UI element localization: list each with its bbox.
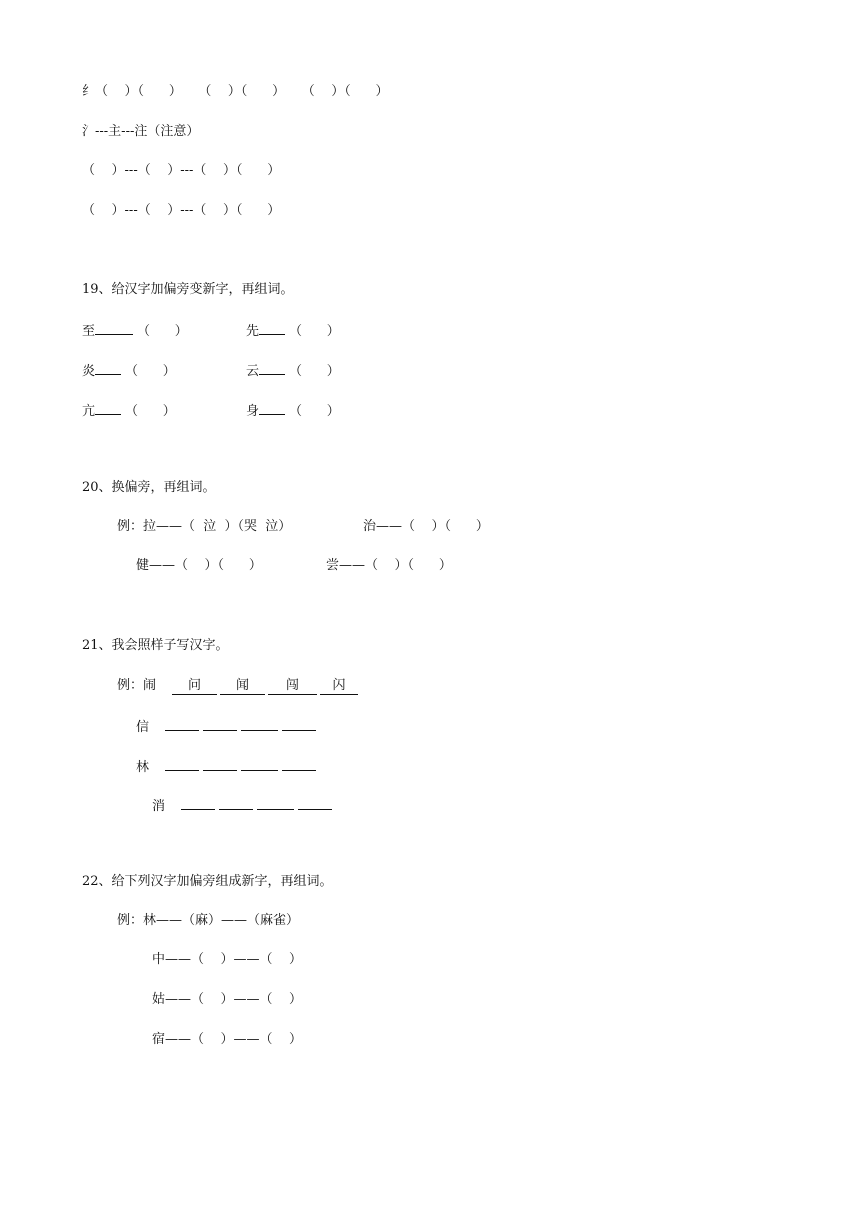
q22-example: 例：林——（麻）——（麻雀） [117,913,300,928]
q20-example: 例：拉——（ 泣 ）（哭 泣） [117,519,292,534]
q21-row-xiao [152,796,336,815]
q19-char: 云 [246,364,260,379]
answer-blank[interactable] [181,796,215,810]
question-19-title: 19、给汉字加偏旁变新字，再组词。 [82,282,294,297]
q19-row-3-right [246,401,340,420]
answer-blank[interactable] [282,717,316,731]
q19-char: 至 [82,324,96,339]
q21-row-xin [136,717,320,736]
q19-char: 炎 [82,364,96,379]
q22-row-zhong: 中——（ ）——（ ） [152,952,303,967]
radical-si-line: 纟（ ）（ ） （ ）（ ） （ ）（ ） [82,84,389,99]
answer-blank[interactable] [95,401,121,415]
question-20-title: 20、换偏旁，再组词。 [82,480,216,495]
q19-row-1-right [246,321,340,340]
q19-char: 先 [246,324,260,339]
answer-blank[interactable] [165,757,199,771]
q19-char: 身 [246,404,260,419]
q19-paren: （ ） [125,364,176,379]
answer-blank[interactable] [95,361,121,375]
question-22-title: 22、给下列汉字加偏旁组成新字，再组词。 [82,874,333,889]
q19-paren: （ ） [289,404,340,419]
answer-blank[interactable] [219,796,253,810]
q21-example-word: 闻 [220,678,265,695]
q22-row-gu: 姑——（ ）——（ ） [152,992,303,1007]
q19-row-3-left [82,401,176,420]
q21-example-word: 闯 [268,678,317,695]
q21-example-label: 例：闹 [117,678,157,693]
answer-blank[interactable] [203,757,237,771]
q21-example [117,678,361,695]
q19-paren: （ ） [289,324,340,339]
q21-example-word: 闪 [320,678,358,695]
fill-line-2: （ ）---（ ）---（ ）（ ） [82,203,281,218]
answer-blank[interactable] [241,757,278,771]
q19-paren: （ ） [125,404,176,419]
q20-item-zhi: 治——（ ）（ ） [363,519,489,534]
fill-line-1: （ ）---（ ）---（ ）（ ） [82,163,281,178]
q21-char: 信 [136,720,150,735]
answer-blank[interactable] [282,757,316,771]
q20-item-chang: 尝——（ ）（ ） [326,558,452,573]
answer-blank[interactable] [241,717,278,731]
q19-char: 亢 [82,404,96,419]
q21-row-lin [136,757,320,776]
radical-shui-example: 氵---主---注（注意） [82,124,200,139]
answer-blank[interactable] [257,796,294,810]
q21-char: 消 [152,799,166,814]
q19-paren: （ ） [289,364,340,379]
answer-blank[interactable] [298,796,332,810]
q20-item-jian: 健——（ ）（ ） [136,558,262,573]
q21-char: 林 [136,760,150,775]
answer-blank[interactable] [259,361,285,375]
answer-blank[interactable] [203,717,237,731]
q19-row-1-left [82,321,188,340]
answer-blank[interactable] [259,401,285,415]
q22-row-su: 宿——（ ）——（ ） [152,1032,303,1047]
q19-row-2-right [246,361,340,380]
question-21-title: 21、我会照样子写汉字。 [82,638,229,653]
answer-blank[interactable] [259,321,285,335]
answer-blank[interactable] [95,321,133,335]
q19-row-2-left [82,361,176,380]
answer-blank[interactable] [165,717,199,731]
q19-paren: （ ） [137,324,188,339]
q21-example-word: 问 [172,678,217,695]
